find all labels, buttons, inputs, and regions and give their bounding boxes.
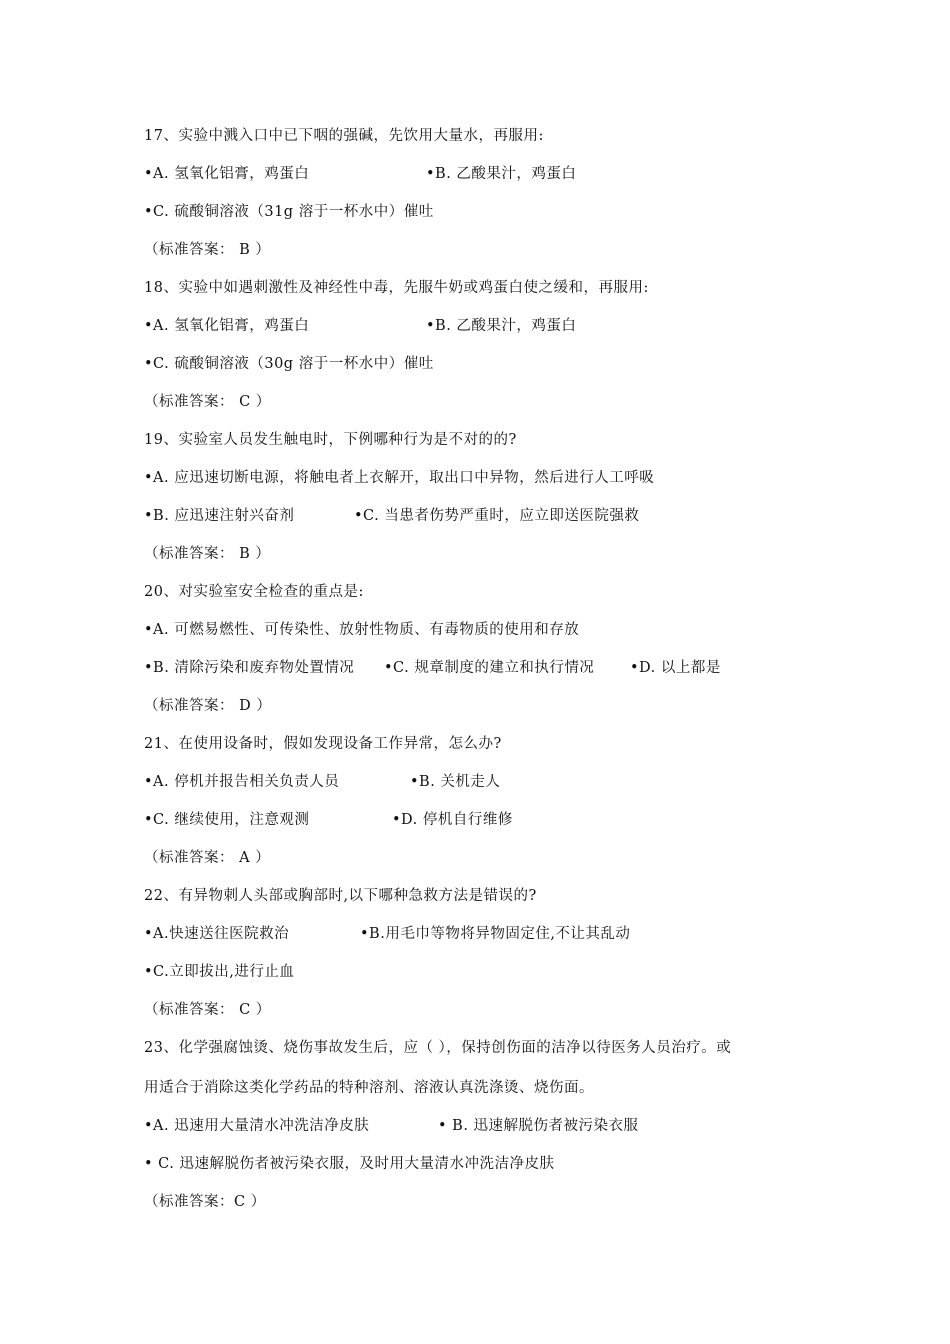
question-21-option-c: •C. 继续使用，注意观测 [144, 812, 310, 828]
question-23-stem-continued: 用适合于消除这类化学药品的特种溶剂、溶液认真洗涤烫、烧伤面。 [144, 1080, 594, 1096]
question-22-option-c: •C.立即拔出,进行止血 [144, 964, 295, 980]
question-23-answer: （标准答案：C ） [144, 1194, 266, 1210]
question-19-option-c: •C. 当患者伤势严重时，应立即送医院强救 [354, 508, 640, 524]
question-18-option-b: •B. 乙酸果汁，鸡蛋白 [426, 318, 577, 334]
question-18-option-c: •C. 硫酸铜溶液（30g 溶于一杯水中）催吐 [144, 356, 434, 372]
question-17-option-a: •A. 氢氧化铝膏，鸡蛋白 [144, 166, 310, 182]
question-17-option-c: •C. 硫酸铜溶液（31g 溶于一杯水中）催吐 [144, 204, 434, 220]
question-21-option-b: •B. 关机走人 [410, 774, 501, 790]
question-18-option-a: •A. 氢氧化铝膏，鸡蛋白 [144, 318, 310, 334]
question-22-answer: （标准答案： C ） [144, 1002, 271, 1018]
question-19-option-a: •A. 应迅速切断电源，将触电者上衣解开，取出口中异物，然后进行人工呼吸 [144, 470, 655, 486]
question-22-option-a: •A.快速送往医院救治 [144, 926, 290, 942]
question-20-option-c: •C. 规章制度的建立和执行情况 [384, 660, 595, 676]
question-22-option-b: •B.用毛巾等物将异物固定住,不让其乱动 [360, 926, 631, 942]
question-23-stem: 23、化学强腐蚀烫、烧伤事故发生后，应（ ），保持创伤面的洁净以待医务人员治疗。或 [144, 1040, 732, 1056]
question-19-stem: 19、实验室人员发生触电时，下例哪种行为是不对的的? [144, 432, 517, 448]
question-21-stem: 21、在使用设备时，假如发现设备工作异常，怎么办? [144, 736, 502, 752]
question-18-answer: （标准答案： C ） [144, 394, 271, 410]
question-18-stem: 18、实验中如遇刺激性及神经性中毒，先服牛奶或鸡蛋白使之缓和，再服用: [144, 280, 649, 296]
question-23-option-a: •A. 迅速用大量清水冲洗洁净皮肤 [144, 1118, 370, 1134]
question-22-stem: 22、有异物刺人头部或胸部时,以下哪种急救方法是错误的? [144, 888, 537, 904]
question-17-option-b: •B. 乙酸果汁，鸡蛋白 [426, 166, 577, 182]
question-21-option-a: •A. 停机并报告相关负责人员 [144, 774, 340, 790]
question-20-option-a: •A. 可燃易燃性、可传染性、放射性物质、有毒物质的使用和存放 [144, 622, 580, 638]
question-20-option-d: •D. 以上都是 [630, 660, 721, 676]
question-19-answer: （标准答案： B ） [144, 546, 271, 562]
question-23-option-b: • B. 迅速解脱伤者被污染衣服 [438, 1118, 639, 1134]
question-19-option-b: •B. 应迅速注射兴奋剂 [144, 508, 295, 524]
question-20-answer: （标准答案： D ） [144, 698, 272, 714]
question-23-option-c: • C. 迅速解脱伤者被污染衣服，及时用大量清水冲洗洁净皮肤 [144, 1156, 555, 1172]
question-21-answer: （标准答案： A ） [144, 850, 271, 866]
question-17-stem: 17、实验中溅入口中已下咽的强碱，先饮用大量水，再服用: [144, 128, 544, 144]
question-20-option-b: •B. 清除污染和废弃物处置情况 [144, 660, 355, 676]
question-21-option-d: •D. 停机自行维修 [392, 812, 513, 828]
question-20-stem: 20、对实验室安全检查的重点是: [144, 584, 364, 600]
question-17-answer: （标准答案： B ） [144, 242, 271, 258]
